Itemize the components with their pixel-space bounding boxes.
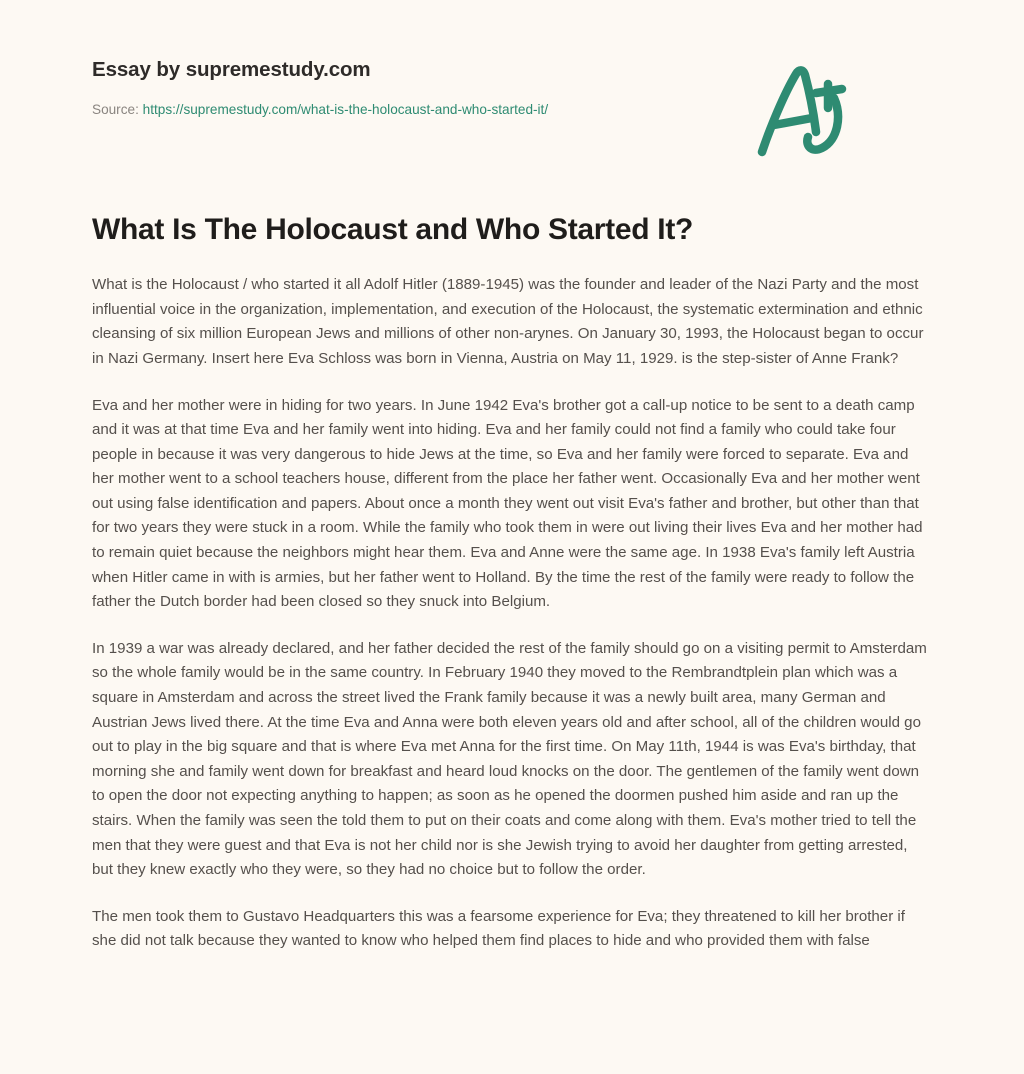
document-header — [92, 0, 932, 119]
a-plus-logo — [750, 58, 860, 163]
source-url-link[interactable]: https://supremestudy.com/what-is-the-holocaust-and-who-started-it/ — [142, 101, 549, 117]
page-title: What Is The Holocaust and Who Started It? — [92, 212, 694, 246]
article-body — [92, 248, 932, 954]
paragraph: In 1939 a war was already declared, and her father decided the rest of the family should go on a visiting permit to Amsterdam so the whole family would be in the same country. In February 1940 they moved to the Rembrandtplein plan which was a square in Amsterdam and across the street lived the Frank family because it was a newly built area, many German and Austrian Jews lived there. At the time Eva and Anna were both eleven years old and after school, all of the children would go out to play in the big square and that is where Eva met Anna for the first time. On May 11th, 1944 is was Eva's birthday, that morning she and family went down for breakfast and heard loud knocks on the door. The gentlemen of the family went down to open the door not expecting anything to happen; as soon as he opened the doormen pushed him aside and ran up the stairs. When the family was seen the told them to put on their coats and come along with them. Eva's mother tried to tell the men that they were guest and that Eva is not her child nor is she Jewish trying to avoid her daughter from getting arrested, but they knew exactly who they were, so they had no choice but to follow the order. — [92, 639, 927, 879]
essay-byline: Essay by supremestudy.com — [92, 58, 371, 81]
paragraph: The men took them to Gustavo Headquarters this was a fearsome experience for Eva; they threatened to kill her brother if she did not talk because they wanted to know who helped them find places to hide and who provided them with false — [92, 907, 905, 950]
paragraph: What is the Holocaust / who started it all Adolf Hitler (1889-1945) was the founder and leader of the Nazi Party and the most influential voice in the organization, implementation, and execution of the Holocaust, the systematic extermination and ethnic cleansing of six million European Jews and millions of other non-arynes. On January 30, 1993, the Holocaust began to occur in Nazi Germany. Insert here Eva Schloss was born in Vienna, Austria on May 11, 1929. is the step-sister of Anne Frank? — [92, 276, 924, 367]
source-label: Source: — [92, 101, 139, 117]
paragraph: Eva and her mother were in hiding for two years. In June 1942 Eva's brother got a call-up notice to be sent to a death camp and it was at that time Eva and her family went into hiding. Eva and her family could not find a family who could take four people in because it was very dangerous to hide Jews at the time, so Eva and her family were forced to separate. Eva and her mother went to a school teachers house, different from the place her father went. Occasionally Eva and her mother went out using false identification and papers. About once a month they went out visit Eva's father and brother, but other than that for two years they were stuck in a room. While the family who took them in were out living their lives Eva and her mother had to remain quiet because the neighbors might hear them. Eva and Anne were the same age. In 1938 Eva's family left Austria when Hitler came in with is armies, but her father went to Holland. By the time the rest of the family were ready to follow the father the Dutch border had been closed so they snuck into Belgium. — [92, 396, 923, 611]
